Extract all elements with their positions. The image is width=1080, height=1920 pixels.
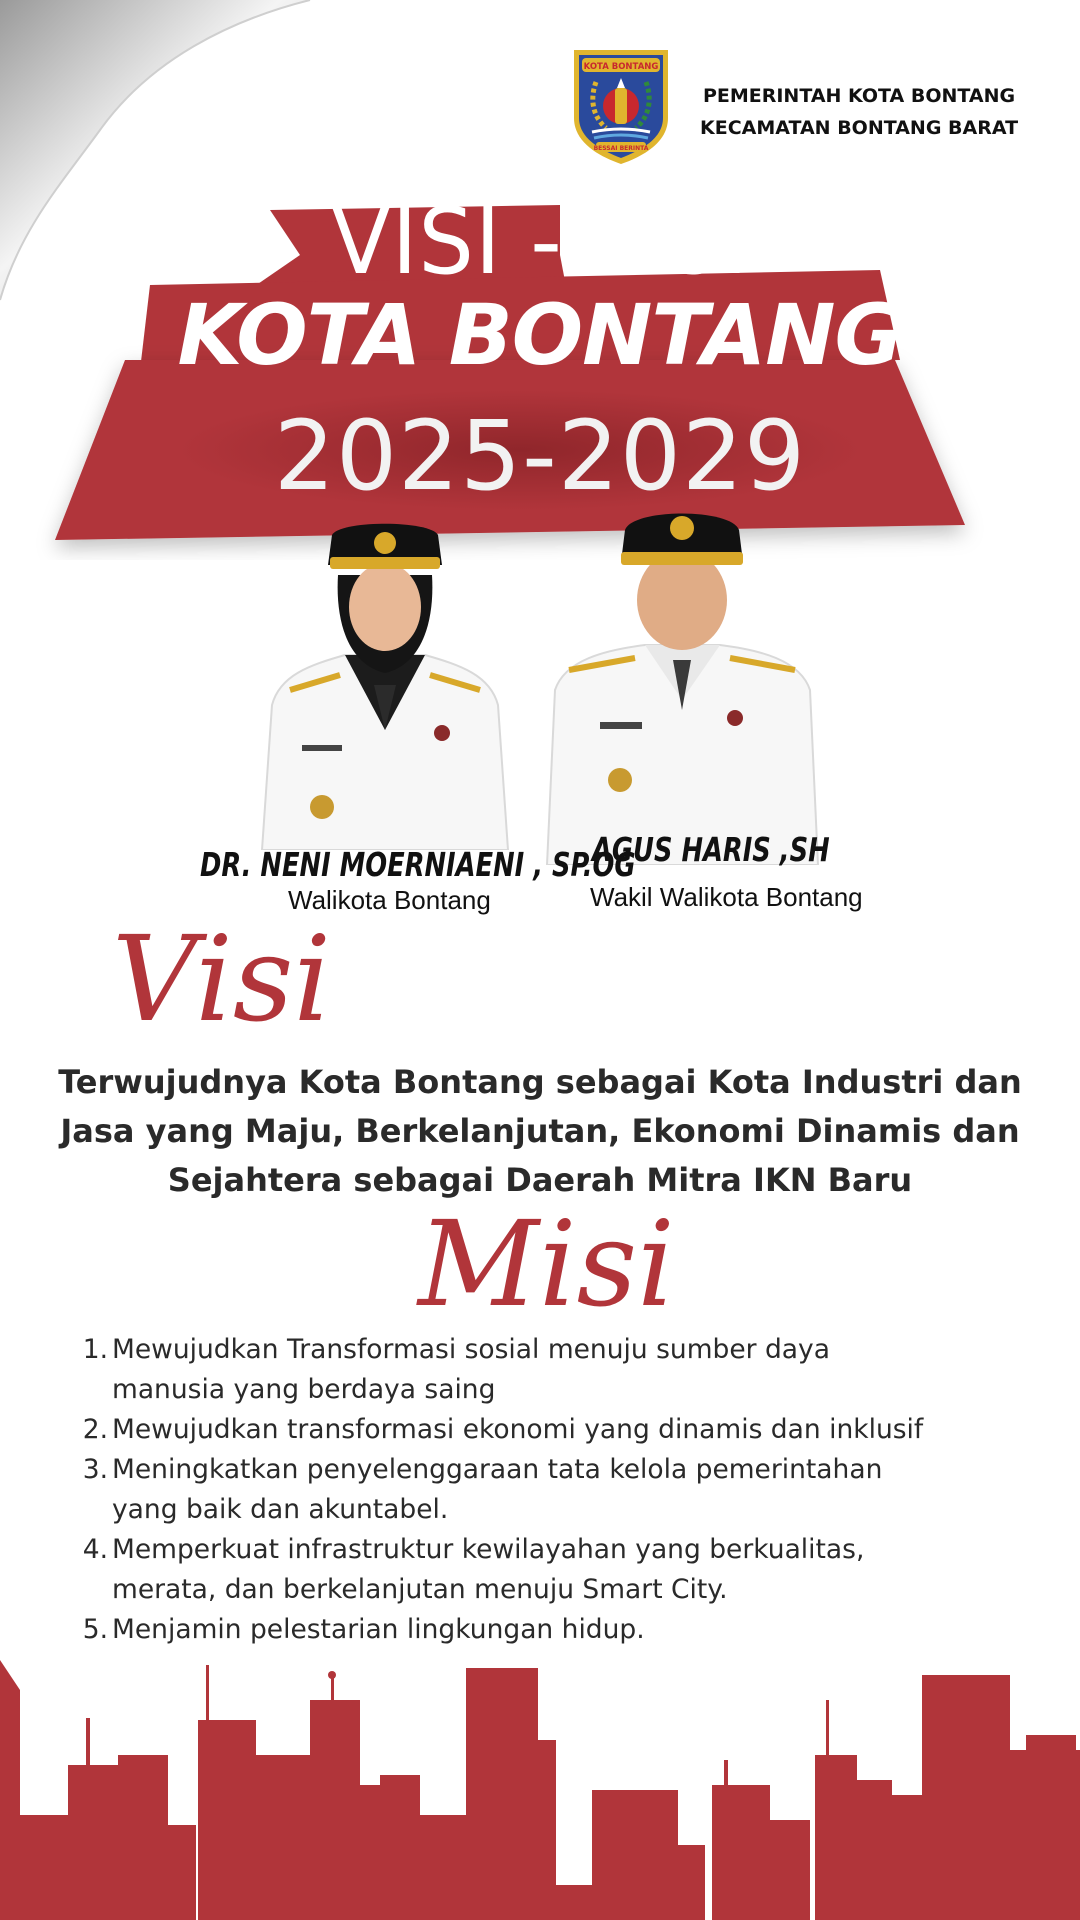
walikota-name: DR. NENI MOERNIAENI , SP.OG [200,845,636,884]
misi-item-number: 2. [82,1414,108,1445]
visi-line-2: Jasa yang Maju, Berkelanjutan, Ekonomi Dinamis dan [60,1112,1020,1150]
misi-item-number: 5. [82,1614,108,1645]
misi-item-text-cont: merata, dan berkelanjutan menuju Smart City. [112,1574,728,1605]
emblem-motto: BESSAI BERINTA [593,145,649,152]
misi-item-text: Meningkatkan penyelenggaraan tata kelola pemerintahan [112,1454,883,1485]
title-kota-bontang: KOTA BONTANG [177,286,903,384]
misi-item-number: 3. [82,1454,108,1485]
visi-heading: Visi [112,910,332,1048]
visi-line-3: Sejahtera sebagai Daerah Mitra IKN Baru [167,1161,913,1199]
visi-statement [40,1058,1040,1205]
misi-item-text: Memperkuat infrastruktur kewilayahan yang berkualitas, [112,1534,865,1565]
misi-item-text: Mewujudkan Transformasi sosial menuju sumber daya [112,1334,830,1365]
wakil-walikota-role: Wakil Walikota Bontang [590,882,863,912]
government-name [700,80,1018,144]
city-skyline-decoration [0,1640,1080,1920]
misi-item-number: 4. [82,1534,108,1565]
misi-item [60,1530,1020,1610]
misi-item-text: Menjamin pelestarian lingkungan hidup. [112,1614,645,1645]
wakil-walikota-portrait [545,500,820,865]
misi-heading: Misi [418,1195,675,1333]
government-line-2: KECAMATAN BONTANG BARAT [700,117,1019,139]
misi-item [60,1330,1020,1410]
misi-item [60,1410,1020,1450]
wakil-walikota-name: AGUS HARIS ,SH [592,830,830,869]
misi-item-text-cont: manusia yang berdaya saing [112,1374,496,1405]
misi-item-number: 1. [82,1334,108,1365]
title-visi-misi: VISI -MISI [330,188,750,295]
title-years: 2025-2029 [273,400,807,512]
misi-item-text: Mewujudkan transformasi ekonomi yang dinamis dan inklusif [112,1414,924,1445]
visi-line-1: Terwujudnya Kota Bontang sebagai Kota Industri dan [58,1063,1022,1101]
kota-bontang-emblem-icon [568,38,674,166]
header [568,38,674,170]
government-line-1: PEMERINTAH KOTA BONTANG [702,85,1016,107]
misi-item [60,1450,1020,1530]
misi-item-text-cont: yang baik dan akuntabel. [112,1494,449,1525]
walikota-portrait [250,515,520,850]
walikota-role: Walikota Bontang [288,885,491,915]
emblem-top-text: KOTA BONTANG [583,62,659,72]
misi-list [60,1330,1020,1650]
